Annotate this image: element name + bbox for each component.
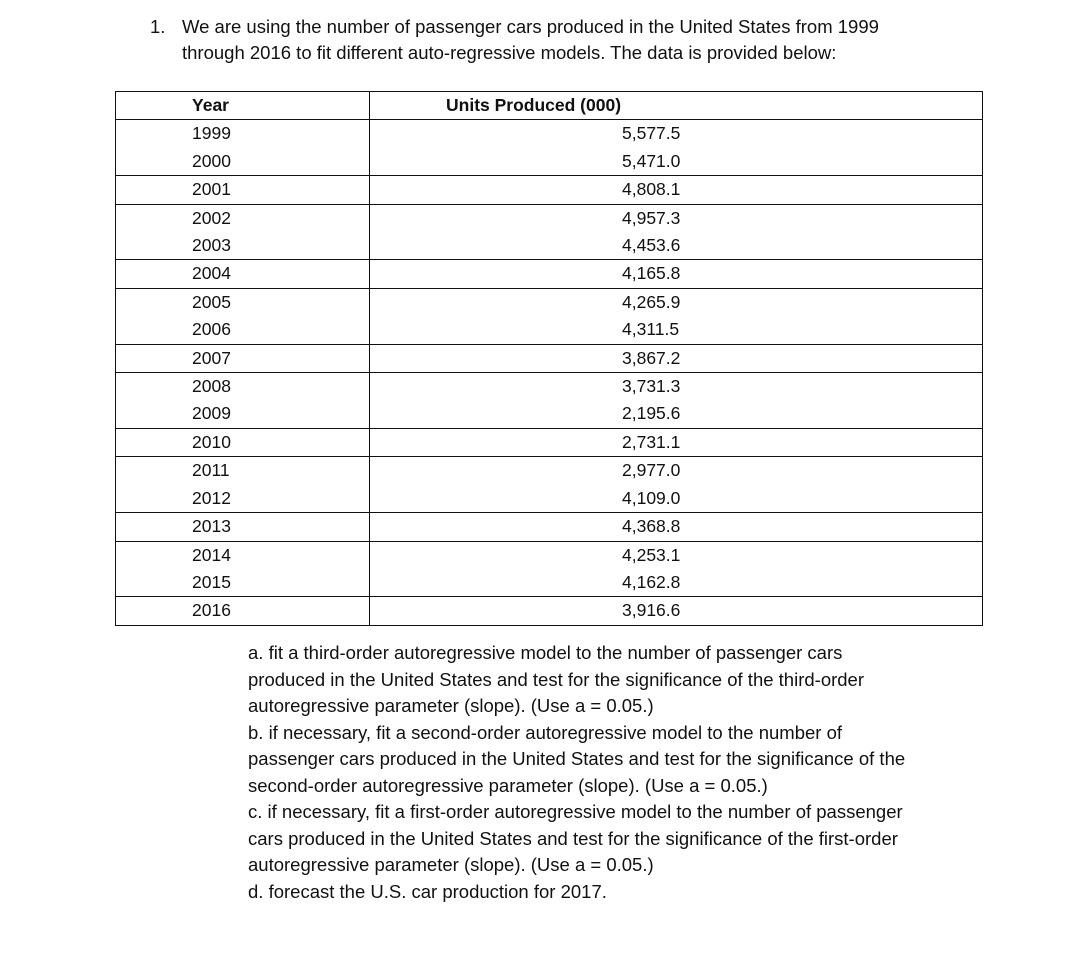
data-table [115, 91, 983, 626]
question-line-2: through 2016 to fit different auto-regressive models. The data is provided below: [182, 42, 837, 63]
part-b-line-3: second-order autoregressive parameter (slope). (Use a = 0.05.) [248, 774, 768, 796]
part-c-line-1: c. if necessary, fit a first-order autoregressive model to the number of passenger [248, 801, 903, 822]
table-row [116, 120, 983, 148]
cell-year: 2013 [116, 513, 370, 541]
part-a-line-1: a. fit a third-order autoregressive model to the number of passenger cars [248, 642, 843, 663]
cell-units: 3,867.2 [370, 344, 983, 372]
cell-year: 2001 [116, 176, 370, 204]
cell-year: 2014 [116, 541, 370, 569]
cell-units: 4,165.8 [370, 260, 983, 288]
cell-year: 2012 [116, 485, 370, 513]
table-row [116, 569, 983, 597]
table-row [116, 344, 983, 372]
part-c-line-2: cars produced in the United States and test for the significance of the first-order [248, 827, 898, 849]
cell-year: 2009 [116, 400, 370, 428]
cell-year: 2016 [116, 597, 370, 625]
cell-year: 2007 [116, 344, 370, 372]
table-row [116, 400, 983, 428]
table-row [116, 513, 983, 541]
part-a-line-3: autoregressive parameter (slope). (Use a = 0.05.) [248, 695, 654, 716]
question-parts [248, 640, 968, 905]
table-header-row [116, 92, 983, 120]
cell-year: 2002 [116, 204, 370, 232]
table-row [116, 457, 983, 485]
cell-year: 2006 [116, 316, 370, 344]
cell-units: 4,311.5 [370, 316, 983, 344]
cell-units: 4,265.9 [370, 288, 983, 316]
cell-year: 2010 [116, 428, 370, 456]
cell-year: 2008 [116, 373, 370, 401]
cell-year: 2004 [116, 260, 370, 288]
table-body [116, 120, 983, 625]
table-row [116, 260, 983, 288]
cell-units: 4,253.1 [370, 541, 983, 569]
cell-units: 5,577.5 [370, 120, 983, 148]
table-row [116, 148, 983, 176]
header-units: Units Produced (000) [370, 92, 983, 120]
table-row [116, 541, 983, 569]
table-row [116, 485, 983, 513]
cell-year: 2011 [116, 457, 370, 485]
cell-year: 1999 [116, 120, 370, 148]
part-b-line-1: b. if necessary, fit a second-order autoregressive model to the number of [248, 721, 843, 743]
cell-units: 4,162.8 [370, 569, 983, 597]
table-row [116, 316, 983, 344]
cell-year: 2003 [116, 232, 370, 260]
table-row [116, 597, 983, 625]
part-b-line-2: passenger cars produced in the United States and test for the significance of the [248, 748, 906, 769]
part-a-line-2: produced in the United States and test for the significance of the third-order [248, 668, 865, 690]
part-d-line-1: d. forecast the U.S. car production for 2017. [248, 880, 607, 902]
cell-year: 2015 [116, 569, 370, 597]
table-row [116, 232, 983, 260]
cell-units: 4,368.8 [370, 513, 983, 541]
cell-units: 4,453.6 [370, 232, 983, 260]
cell-year: 2005 [116, 288, 370, 316]
cell-units: 3,916.6 [370, 597, 983, 625]
cell-units: 4,957.3 [370, 204, 983, 232]
cell-units: 4,808.1 [370, 176, 983, 204]
part-c-line-3: autoregressive parameter (slope). (Use a = 0.05.) [248, 854, 654, 875]
cell-units: 5,471.0 [370, 148, 983, 176]
question-number: 1. [150, 16, 166, 37]
cell-units: 2,977.0 [370, 457, 983, 485]
cell-units: 2,195.6 [370, 400, 983, 428]
table-row [116, 204, 983, 232]
question-line-1: We are using the number of passenger cars produced in the United States from 1999 [182, 16, 879, 37]
table-row [116, 288, 983, 316]
table-row [116, 176, 983, 204]
cell-units: 3,731.3 [370, 373, 983, 401]
cell-units: 2,731.1 [370, 428, 983, 456]
header-year: Year [116, 92, 370, 120]
cell-year: 2000 [116, 148, 370, 176]
table-row [116, 428, 983, 456]
table-row [116, 373, 983, 401]
cell-units: 4,109.0 [370, 485, 983, 513]
